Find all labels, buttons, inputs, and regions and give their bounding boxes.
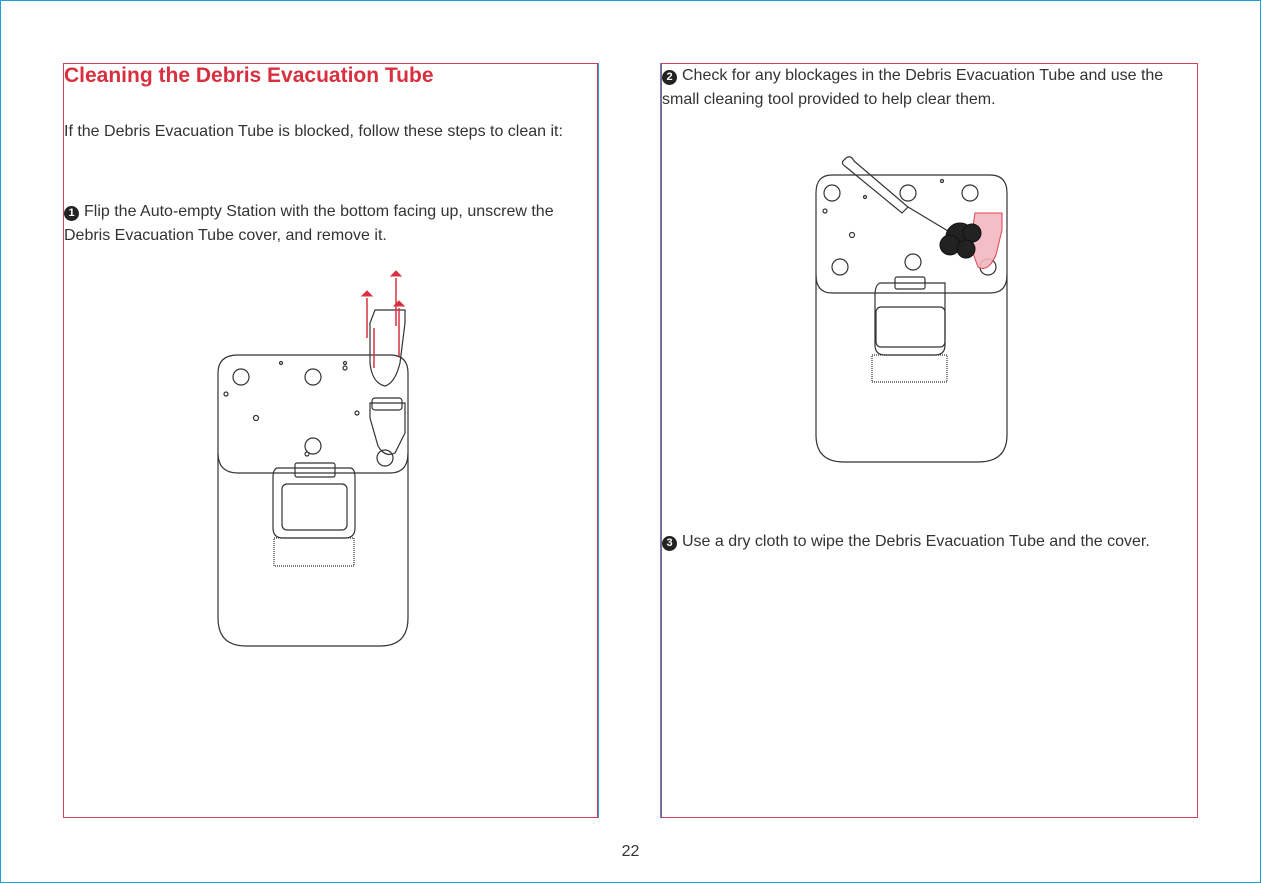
step-3 bbox=[662, 530, 1192, 554]
step-3-marker: 3 bbox=[662, 536, 677, 551]
step-3-text: Use a dry cloth to wipe the Debris Evacuation Tube and the cover. bbox=[682, 533, 1150, 550]
step-1-marker: 1 bbox=[64, 206, 79, 221]
step-2-marker: 2 bbox=[662, 70, 677, 85]
step-1 bbox=[64, 200, 584, 248]
page-number: 22 bbox=[621, 843, 640, 860]
step-2 bbox=[662, 64, 1202, 112]
illustration-remove-tube-cover bbox=[210, 268, 420, 653]
column-gutter bbox=[598, 63, 661, 818]
section-title: Cleaning the Debris Evacuation Tube bbox=[64, 64, 434, 87]
step-1-text: Flip the Auto-empty Station with the bottom facing up, unscrew the Debris Evacuation Tube cover, and remove it. bbox=[64, 203, 554, 244]
illustration-clean-tube bbox=[810, 155, 1015, 470]
intro-paragraph: If the Debris Evacuation Tube is blocked, follow these steps to clean it: bbox=[64, 123, 563, 140]
step-2-text: Check for any blockages in the Debris Evacuation Tube and use the small cleaning tool provided to help clear them. bbox=[662, 67, 1164, 108]
